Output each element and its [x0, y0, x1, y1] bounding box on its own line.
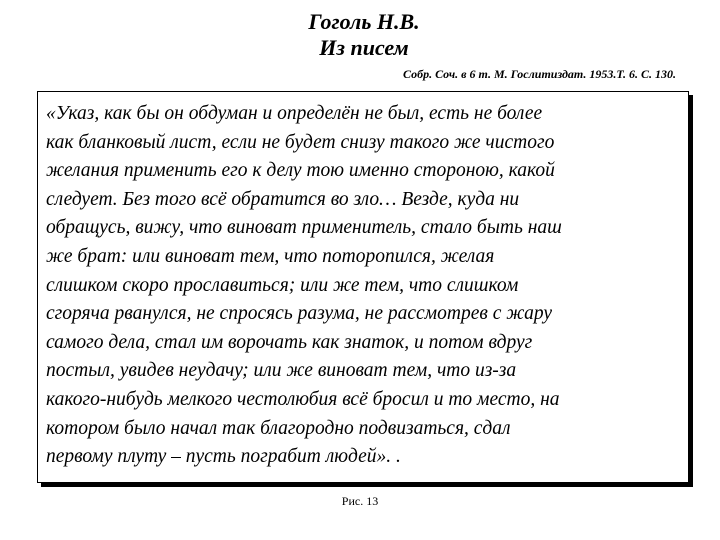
quote-line: постыл, увидев неудачу; или же виноват тем, что из-за — [46, 360, 517, 382]
quote-line: слишком скоро прославиться; или же тем, что слишком — [46, 274, 519, 296]
quote-line: самого дела, стал им ворочать как знаток, и потом вдруг — [46, 331, 533, 353]
quote-box — [37, 91, 689, 483]
quote-line: обращусь, вижу, что виноват применитель, стало быть наш — [46, 217, 562, 239]
quote-line: сгоряча рванулся, не спросясь разума, не рассмотрев с жару — [46, 303, 553, 325]
quote-line: первому плуту – пусть пограбит людей». . — [46, 446, 401, 468]
author-heading: Гоголь Н.В. — [308, 9, 420, 34]
quote-line: желания применить его к делу тою именно стороною, какой — [46, 160, 555, 182]
source-citation: Собр. Соч. в 6 т. М. Гослитиздат. 1953.Т. 6. С. 130. — [403, 67, 676, 81]
quote-line: как бланковый лист, если не будет снизу такого же чистого — [46, 131, 555, 153]
quote-line: следует. Без того всё обратится во зло… Везде, куда ни — [46, 188, 520, 210]
document-title: Из писем — [319, 35, 409, 60]
quote-line: котором было начал так благородно подвизаться, сдал — [46, 417, 511, 439]
figure-caption: Рис. 13 — [341, 494, 379, 508]
quote-text — [46, 100, 682, 472]
quote-line: «Указ, как бы он обдуман и определён не был, есть не более — [46, 103, 543, 124]
quote-line: какого-нибудь мелкого честолюбия всё бросил и то место, на — [46, 388, 560, 410]
quote-line: же брат: или виноват тем, что поторопился, желая — [46, 245, 495, 267]
